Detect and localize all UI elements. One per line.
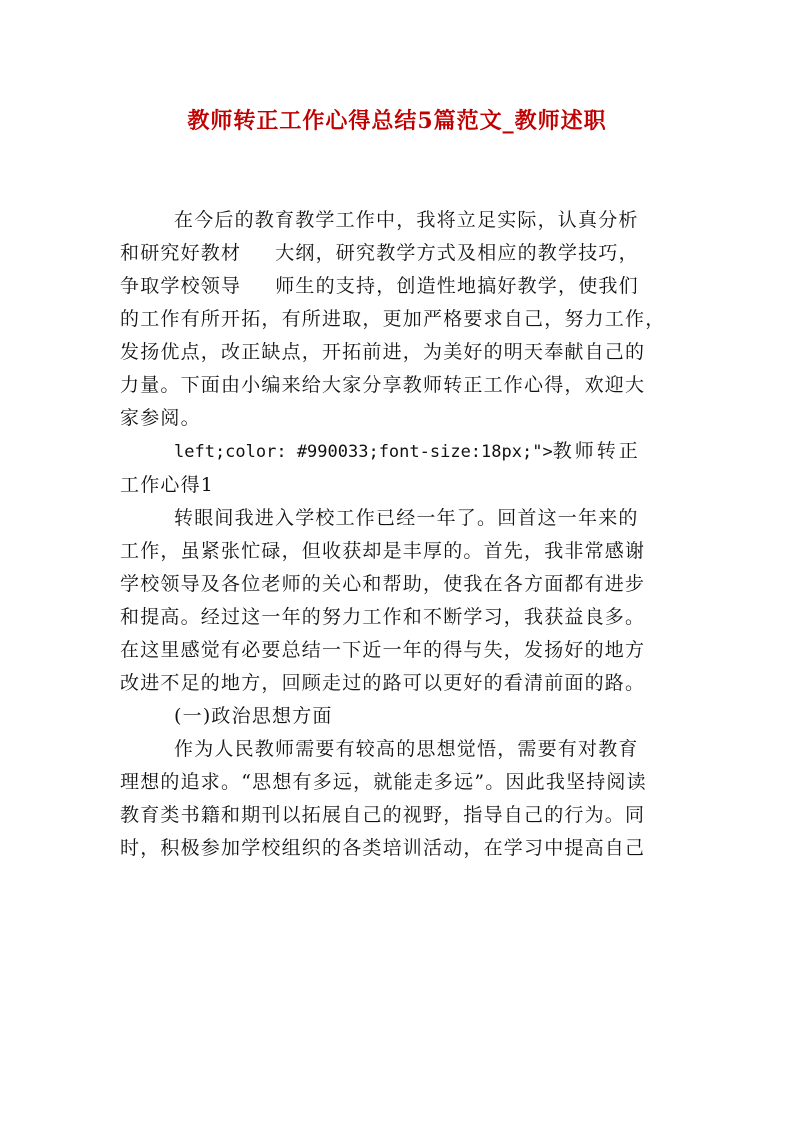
- para1-line-2: 工作，虽紧张忙碌，但收获却是丰厚的。首先，我非常感谢: [120, 540, 646, 562]
- para1-line-1: 转眼间我进入学校工作已经一年了。回首这一年来的: [174, 507, 639, 529]
- intro-line-4: 的工作有所开拓，有所进取，更加严格要求自己，努力工作，: [120, 308, 666, 330]
- intro-line-3a: 争取学校领导: [120, 275, 242, 297]
- section-heading: (一)政治思想方面: [174, 705, 333, 727]
- intro-line-3: [120, 270, 680, 303]
- intro-line-2b: 大纲，研究教学方式及相应的教学技巧，: [275, 242, 639, 264]
- artifact-line-1: [120, 435, 680, 469]
- intro-line-7: 家参阅。: [120, 407, 201, 429]
- intro-line-2: [120, 237, 680, 270]
- para1-line-6: 改进不足的地方，回顾走过的路可以更好的看清前面的路。: [120, 672, 646, 694]
- para1-line-5: 在这里感觉有必要总结一下近一年的得与失，发扬好的地方: [120, 639, 646, 661]
- intro-line-5: 发扬优点，改正缺点，开拓前进，为美好的明天奉献自己的: [120, 341, 646, 363]
- intro-line-6: 力量。下面由小编来给大家分享教师转正工作心得，欢迎大: [120, 374, 646, 396]
- intro-line-3b: 师生的支持，创造性地搞好教学，使我们: [275, 275, 639, 297]
- para1-line-3: 学校领导及各位老师的关心和帮助，使我在各方面都有进步: [120, 573, 646, 595]
- para2-line-2: 理想的追求。“思想有多远，就能走多远”。因此我坚持阅读: [120, 771, 647, 793]
- intro-line-1: 在今后的教育教学工作中，我将立足实际，认真分析: [174, 209, 639, 231]
- para2-line-3: 教育类书籍和期刊以拓展自己的视野，指导自己的行为。同: [120, 804, 646, 826]
- artifact-line-2: 工作心得1: [120, 474, 215, 496]
- document-title: 教师转正工作心得总结5篇范文_教师述职: [187, 108, 607, 134]
- document-body: [120, 204, 680, 865]
- artifact-heading-text: 教师转正: [552, 440, 641, 462]
- para2-line-1: 作为人民教师需要有较高的思想觉悟，需要有对教育: [174, 738, 639, 760]
- para2-line-4: 时，积极参加学校组织的各类培训活动，在学习中提高自己: [120, 837, 646, 859]
- para1-line-4: 和提高。经过这一年的努力工作和不断学习，我获益良多。: [120, 606, 646, 628]
- html-artifact-code: left;color: #990033;font-size:18px;">: [174, 442, 553, 462]
- intro-line-2a: 和研究好教材: [120, 242, 242, 264]
